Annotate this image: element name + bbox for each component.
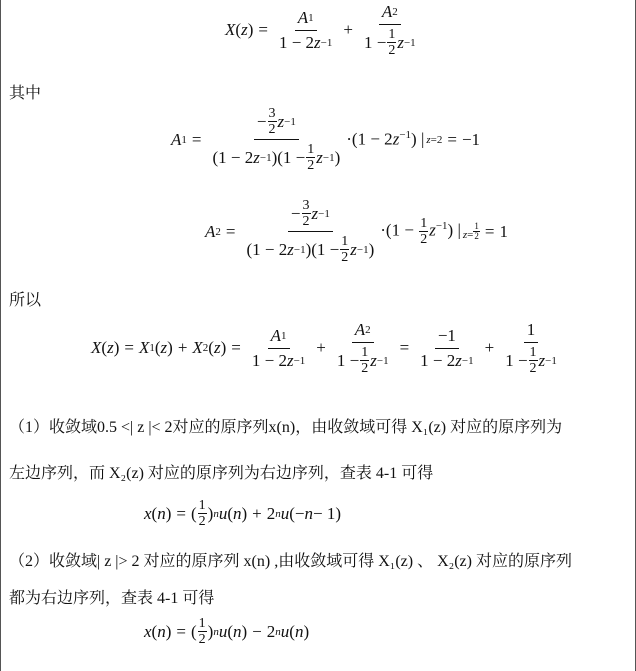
paragraph-1-line-1: （1）收敛域0.5 <| z |< 2对应的原序列x(n)，由收敛域可得 X₁(z) 对应的原序列为 [9, 419, 563, 436]
a1-result: −1 [461, 129, 481, 149]
equation-xn-case-2: x ( n ) = ( $\frac{1}{2}$ ) n u ( n ) − 2 n u ( n ) [144, 616, 310, 647]
paragraph-2-line-2: 都为右边序列，查表 4-1 可得 [9, 590, 215, 607]
a2-result: 1 [499, 221, 508, 241]
equation-xz-partial-fraction: X ( z ) = A 1 1 − 2 z −1 + A 2 1 − 1 2 z −1 [225, 2, 416, 58]
equation-a2: A 2 = − 3 2 z −1 (1 − 2 z −1 )(1 − 1 2 z −1 ) ·(1 − $\frac{1}{2}$ $z^{-1}$) | z = 1 2 = 1 [205, 198, 508, 265]
equation-a1: A 1 = − 3 2 z −1 (1 − 2 z −1 )(1 − 1 2 z −1 ) $\cdot(1 - 2z^{-1})$ | z =2 = −1 [171, 106, 481, 173]
paragraph-1-line-2: 左边序列，而 X₂(z) 对应的原序列为右边序列，查表 4-1 可得 [9, 465, 434, 482]
label-qizhong: 其中 [9, 85, 42, 102]
paragraph-2-line-1: （2）收敛域| z |> 2 对应的原序列 x(n) ,由收敛域可得 X₁(z) 、 X₂(z) 对应的原序列 [9, 553, 572, 570]
equation-xz-sum: X ( z ) = X 1 ( z ) + X 2 ( z ) = A 1 1 − 2 z −1 + A 2 1 − 1 2 z −1 = −1 1 − 2 z −1 + 1 1 − 1 2 z −1 [91, 320, 557, 376]
equation-xn-case-1: x ( n ) = ( $\frac{1}{2}$ ) n u ( n ) + 2 n u (− n − 1) [144, 498, 342, 529]
label-suoyi: 所以 [9, 292, 42, 309]
